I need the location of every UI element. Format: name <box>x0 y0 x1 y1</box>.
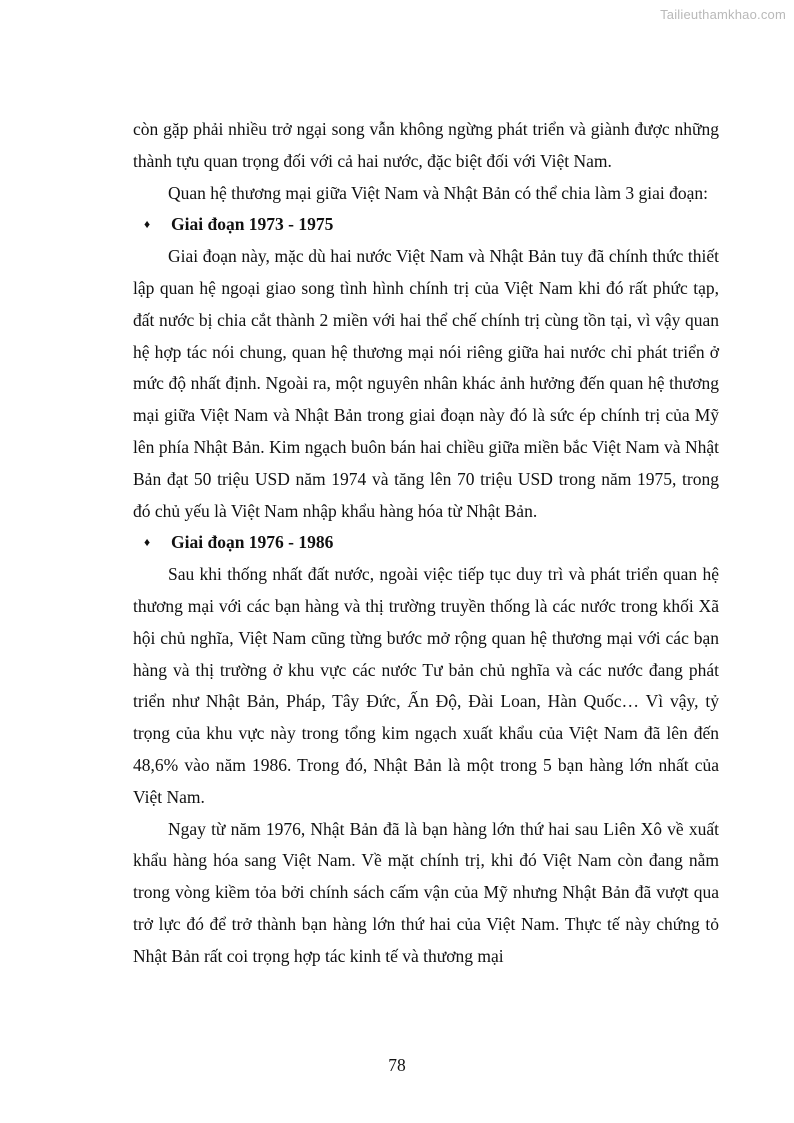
page-number: 78 <box>388 1055 406 1075</box>
section-heading-1976-1986 <box>133 527 719 559</box>
paragraph-stage-2-continued: Ngay từ năm 1976, Nhật Bản đã là bạn hàng lớn thứ hai sau Liên Xô về xuất khẩu hàng hóa sang Việt Nam. Về mặt chính trị, khi đó Việt Nam còn đang nằm trong vòng kiềm tỏa bởi chính sách cấm vận của Mỹ nhưng Nhật Bản đã vượt qua trở lực đó để trở thành bạn hàng lớn thứ hai của Việt Nam. Thực tế này chứng tỏ Nhật Bản rất coi trọng hợp tác kinh tế và thương mại <box>133 818 719 966</box>
paragraph-stage-1: Giai đoạn này, mặc dù hai nước Việt Nam và Nhật Bản tuy đã chính thức thiết lập quan hệ ngoại giao song tình hình chính trị của Việt Nam khi đó rất phức tạp, đất nước bị chia cắt thành 2 miền với hai thể chế chính trị cùng tồn tại, vì vậy quan hệ hợp tác nói chung, quan hệ thương mại nói riêng giữa hai nước chỉ phát triển ở mức độ nhất định. Ngoài ra, một nguyên nhân khác ảnh hưởng đến quan hệ thương mại giữa Việt Nam và Nhật Bản trong giai đoạn này đó là sức ép chính trị của Mỹ lên phía Nhật Bản. Kim ngạch buôn bán hai chiều giữa miền bắc Việt Nam và Nhật Bản đạt 50 triệu USD năm 1974 và tăng lên 70 triệu USD trong năm 1975, trong đó chủ yếu là Việt Nam nhập khẩu hàng hóa từ Nhật Bản. <box>133 246 719 521</box>
paragraph-continuation: còn gặp phải nhiều trở ngại song vẫn không ngừng phát triển và giành được những thành tựu quan trọng đối với cả hai nước, đặc biệt đối với Việt Nam. <box>133 119 719 171</box>
section-heading-label: Giai đoạn 1973 - 1975 <box>171 214 334 235</box>
paragraph-stage-2: Sau khi thống nhất đất nước, ngoài việc tiếp tục duy trì và phát triển quan hệ thương mại với các bạn hàng và thị trường truyền thống là các nước trong khối Xã hội chủ nghĩa, Việt Nam cũng từng bước mở rộng quan hệ thương mại với các bạn hàng và thị trường ở khu vực các nước Tư bản chủ nghĩa và các nước đang phát triển như Nhật Bản, Pháp, Tây Đức, Ấn Độ, Đài Loan, Hàn Quốc… Vì vậy, tỷ trọng của khu vực này trong tổng kim ngạch xuất khẩu của Việt Nam đã lên đến 48,6% vào năm 1986. Trong đó, Nhật Bản là một trong 5 bạn hàng lớn nhất của Việt Nam. <box>133 564 719 807</box>
diamond-bullet-icon: ♦ <box>144 535 151 550</box>
section-heading-label: Giai đoạn 1976 - 1986 <box>171 532 334 553</box>
document-page <box>133 114 719 973</box>
diamond-bullet-icon: ♦ <box>144 217 151 232</box>
section-heading-1973-1975 <box>133 209 719 241</box>
paragraph-intro-stages: Quan hệ thương mại giữa Việt Nam và Nhật Bản có thể chia làm 3 giai đoạn: <box>168 182 709 203</box>
watermark-text: Tailieuthamkhao.com <box>660 7 786 22</box>
